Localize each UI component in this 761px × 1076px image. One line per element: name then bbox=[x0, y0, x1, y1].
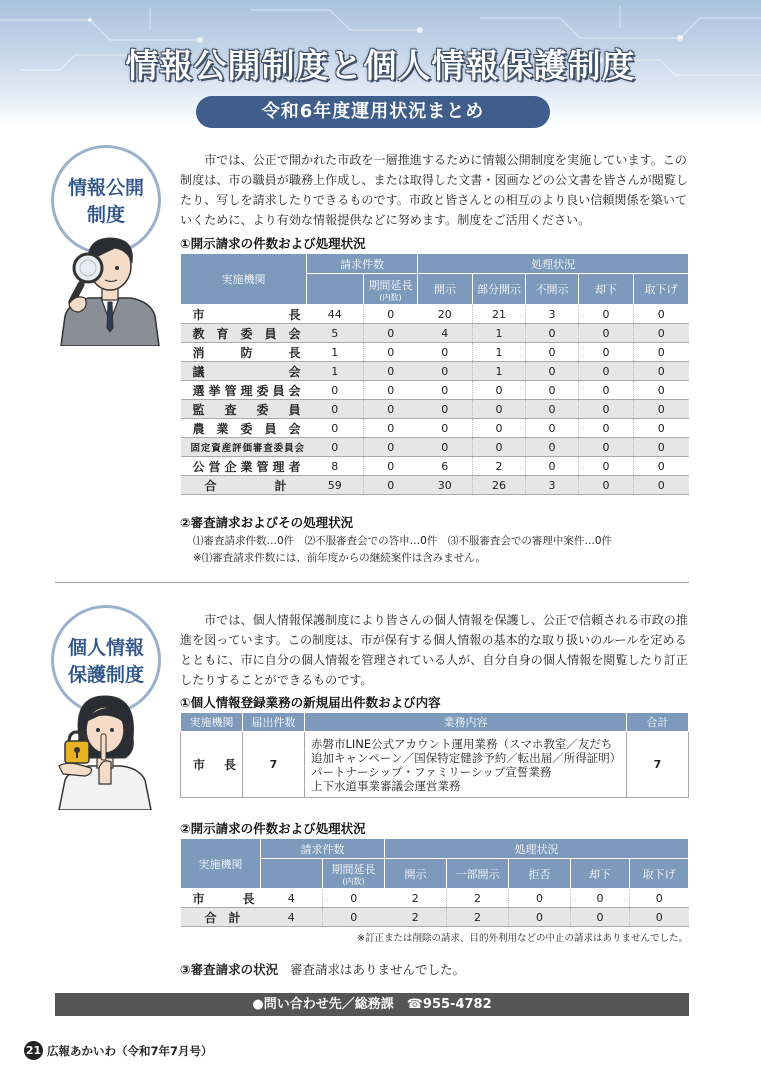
privacy-intro: 市では、個人情報保護制度により皆さんの個人情報を保護し、公正で信頼される市政の推進を図っています。この制度は、市が保有する個人情報の基本的な取り扱いのルールを定めるとともに、市に自分の個人情報を管理されている人が、自分自身の個人情報を閲覧したり訂正したりすることができるものです。 bbox=[180, 613, 688, 687]
total-row bbox=[181, 908, 689, 927]
content-line: パートナーシップ・ファミリーシップ宣誓業務 bbox=[311, 764, 552, 779]
value-cell: 0 bbox=[473, 400, 526, 419]
value-cell: 1 bbox=[473, 362, 526, 381]
value-cell: 0 bbox=[364, 362, 418, 381]
table-row bbox=[181, 457, 689, 476]
value-cell: 0 bbox=[323, 889, 385, 908]
value-cell: 0 bbox=[579, 324, 634, 343]
value-cell: 0 bbox=[579, 362, 634, 381]
value-cell: 0 bbox=[323, 908, 385, 927]
header-agency: 実施機関 bbox=[181, 254, 307, 305]
content-line: 上下水道事業審議会運営業務 bbox=[311, 778, 461, 793]
value-cell: 3 bbox=[526, 305, 579, 324]
value-cell: 26 bbox=[473, 476, 526, 495]
total-cell: 7 bbox=[627, 732, 689, 798]
value-cell: 0 bbox=[634, 419, 689, 438]
value-cell: 0 bbox=[579, 457, 634, 476]
value-cell: 4 bbox=[261, 908, 323, 927]
agency-cell: 市長 bbox=[181, 732, 243, 798]
value-cell: 0 bbox=[364, 381, 418, 400]
badge-line: 個人情報 bbox=[67, 637, 144, 659]
woman-with-lock-illustration bbox=[55, 688, 155, 810]
value-cell: 2 bbox=[447, 889, 509, 908]
value-cell: 0 bbox=[364, 476, 418, 495]
disclosure-requests-table bbox=[180, 253, 689, 495]
value-cell: 0 bbox=[526, 419, 579, 438]
review-footnote: ※⑴審査請求件数には、前年度からの継続案件は含みません。 bbox=[193, 552, 486, 564]
value-cell: 0 bbox=[509, 908, 571, 927]
agency-name-cell: 合計 bbox=[181, 908, 261, 927]
agency-name-cell: 固定資産評価審査委員会 bbox=[181, 438, 307, 457]
agency-name-cell: 市長 bbox=[181, 889, 261, 908]
header-blank bbox=[307, 274, 364, 305]
value-cell: 0 bbox=[634, 457, 689, 476]
value-cell: 59 bbox=[307, 476, 364, 495]
header-agency: 実施機関 bbox=[181, 713, 243, 732]
value-cell: 0 bbox=[634, 476, 689, 495]
header-col: 開示 bbox=[418, 274, 473, 305]
value-cell: 0 bbox=[364, 324, 418, 343]
value-cell: 0 bbox=[579, 400, 634, 419]
agency-name-cell: 公営企業管理者 bbox=[181, 457, 307, 476]
review-heading: ②審査請求およびその処理状況 bbox=[180, 515, 354, 530]
value-cell: 1 bbox=[307, 362, 364, 381]
value-cell: 0 bbox=[630, 908, 689, 927]
value-cell: 0 bbox=[418, 381, 473, 400]
section-divider bbox=[55, 582, 689, 583]
man-with-magnifier-illustration bbox=[55, 228, 165, 346]
value-cell: 0 bbox=[418, 343, 473, 362]
agency-name-cell: 議会 bbox=[181, 362, 307, 381]
badge-line: 制度 bbox=[86, 204, 125, 226]
value-cell: 0 bbox=[473, 381, 526, 400]
value-cell: 2 bbox=[385, 908, 447, 927]
value-cell: 0 bbox=[526, 362, 579, 381]
value-cell: 2 bbox=[385, 889, 447, 908]
value-cell: 3 bbox=[526, 476, 579, 495]
value-cell: 0 bbox=[509, 889, 571, 908]
badge-line: 情報公開 bbox=[67, 177, 144, 199]
value-cell: 44 bbox=[307, 305, 364, 324]
value-cell: 0 bbox=[579, 419, 634, 438]
value-cell: 0 bbox=[634, 305, 689, 324]
value-cell: 0 bbox=[526, 381, 579, 400]
value-cell: 5 bbox=[307, 324, 364, 343]
value-cell: 0 bbox=[634, 343, 689, 362]
header-blank bbox=[261, 859, 323, 889]
value-cell: 0 bbox=[473, 438, 526, 457]
page-number: 21 bbox=[24, 1041, 43, 1060]
value-cell: 0 bbox=[307, 400, 364, 419]
contact-bar: ●問い合わせ先／総務課 ☎955-4782 bbox=[55, 993, 689, 1016]
value-cell: 0 bbox=[630, 889, 689, 908]
privacy-table-footnote: ※訂正または削除の請求、目的外利用などの中止の請求はありませんでした。 bbox=[357, 933, 688, 944]
value-cell: 0 bbox=[526, 438, 579, 457]
value-cell: 2 bbox=[473, 457, 526, 476]
value-cell: 21 bbox=[473, 305, 526, 324]
value-cell: 0 bbox=[526, 343, 579, 362]
value-cell: 0 bbox=[364, 457, 418, 476]
table-row bbox=[181, 305, 689, 324]
privacy-review-line bbox=[180, 960, 465, 978]
table-row bbox=[181, 343, 689, 362]
table-row bbox=[181, 419, 689, 438]
header-requests: 請求件数 bbox=[261, 839, 385, 859]
value-cell: 0 bbox=[579, 381, 634, 400]
value-cell: 0 bbox=[418, 400, 473, 419]
value-cell: 1 bbox=[473, 324, 526, 343]
total-row bbox=[181, 476, 689, 495]
table-row bbox=[181, 438, 689, 457]
agency-name-cell: 選挙管理委員会 bbox=[181, 381, 307, 400]
content-line: 赤磐市LINE公式アカウント運用業務（スマホ教室／友だち bbox=[311, 736, 613, 751]
privacy-review-heading: ③審査請求の状況 bbox=[180, 962, 279, 977]
table-row bbox=[181, 324, 689, 343]
value-cell: 0 bbox=[579, 476, 634, 495]
header-status: 処理状況 bbox=[385, 839, 689, 859]
disclosure-table-heading: ①開示請求の件数および処理状況 bbox=[180, 236, 366, 251]
header-col: 不開示 bbox=[526, 274, 579, 305]
value-cell: 0 bbox=[571, 889, 630, 908]
value-cell: 0 bbox=[364, 438, 418, 457]
value-cell: 0 bbox=[526, 400, 579, 419]
value-cell: 8 bbox=[307, 457, 364, 476]
header-banner bbox=[0, 0, 761, 128]
content-line: 追加キャンペーン／国保特定健診予約／転出届／所得証明） bbox=[311, 750, 622, 765]
agency-name-cell: 教育委員会 bbox=[181, 324, 307, 343]
agency-name-cell: 市長 bbox=[181, 305, 307, 324]
table-row bbox=[181, 889, 689, 908]
value-cell: 0 bbox=[526, 324, 579, 343]
content-cell bbox=[305, 732, 627, 798]
header-extension: 期間延長 (内数) bbox=[364, 274, 418, 305]
value-cell: 0 bbox=[634, 438, 689, 457]
header-col: 却下 bbox=[579, 274, 634, 305]
privacy-disclosure-table bbox=[180, 838, 689, 927]
privacy-disclosure-heading: ②開示請求の件数および処理状況 bbox=[180, 821, 366, 836]
privacy-review-text: 審査請求はありませんでした。 bbox=[290, 962, 466, 977]
value-cell: 0 bbox=[307, 419, 364, 438]
header-col: 却下 bbox=[571, 859, 630, 889]
info-disclosure-intro: 市では、公正で開かれた市政を一層推進するために情報公開制度を実施しています。この制度は、市の職員が職務上作成し、または取得した文書・図画などの公文書を皆さんが閲覧したり、写しを請求したりできるものです。市政と皆さんとの相互のより良い信頼関係を築いていくために、より有効な情報提供などに努めます。制度をご活用ください。 bbox=[180, 153, 688, 227]
page-title: 情報公開制度と個人情報保護制度 bbox=[125, 46, 636, 85]
table-row bbox=[181, 400, 689, 419]
value-cell: 0 bbox=[418, 438, 473, 457]
header-total: 合計 bbox=[627, 713, 689, 732]
badge-line: 保護制度 bbox=[67, 664, 144, 686]
value-cell: 0 bbox=[364, 400, 418, 419]
value-cell: 6 bbox=[418, 457, 473, 476]
value-cell: 0 bbox=[579, 438, 634, 457]
value-cell: 0 bbox=[579, 305, 634, 324]
value-cell: 0 bbox=[364, 419, 418, 438]
header-status: 処理状況 bbox=[418, 254, 689, 274]
value-cell: 0 bbox=[307, 381, 364, 400]
value-cell: 0 bbox=[634, 362, 689, 381]
value-cell: 0 bbox=[579, 343, 634, 362]
agency-name-cell: 合計 bbox=[181, 476, 307, 495]
header-extension: 期間延長 (内数) bbox=[323, 859, 385, 889]
header-count: 届出件数 bbox=[243, 713, 305, 732]
header-agency: 実施機関 bbox=[181, 839, 261, 889]
page-subtitle: 令和6年度運用状況まとめ bbox=[196, 96, 550, 128]
agency-name-cell: 監査委員 bbox=[181, 400, 307, 419]
table-row bbox=[181, 381, 689, 400]
header-col: 部分開示 bbox=[473, 274, 526, 305]
value-cell: 1 bbox=[307, 343, 364, 362]
review-counts: ⑴審査請求件数…0件 ⑵不服審査会での答申…0件 ⑶不服審査会での審理中案件…0件 bbox=[193, 535, 613, 547]
header-requests: 請求件数 bbox=[307, 254, 418, 274]
value-cell: 0 bbox=[634, 381, 689, 400]
value-cell: 20 bbox=[418, 305, 473, 324]
value-cell: 0 bbox=[634, 324, 689, 343]
value-cell: 0 bbox=[634, 400, 689, 419]
table-row bbox=[181, 362, 689, 381]
value-cell: 0 bbox=[571, 908, 630, 927]
value-cell: 0 bbox=[473, 419, 526, 438]
value-cell: 4 bbox=[261, 889, 323, 908]
header-col: 一部開示 bbox=[447, 859, 509, 889]
value-cell: 0 bbox=[364, 343, 418, 362]
value-cell: 0 bbox=[526, 457, 579, 476]
value-cell: 30 bbox=[418, 476, 473, 495]
value-cell: 0 bbox=[307, 438, 364, 457]
agency-name-cell: 消防長 bbox=[181, 343, 307, 362]
header-col: 取下げ bbox=[634, 274, 689, 305]
header-col: 拒否 bbox=[509, 859, 571, 889]
header-content: 業務内容 bbox=[305, 713, 627, 732]
registration-table bbox=[180, 712, 689, 798]
header-col: 開示 bbox=[385, 859, 447, 889]
header-col: 取下げ bbox=[630, 859, 689, 889]
value-cell: 0 bbox=[418, 419, 473, 438]
value-cell: 2 bbox=[447, 908, 509, 927]
value-cell: 1 bbox=[473, 343, 526, 362]
publication-name: 広報あかいわ（令和7年7月号） bbox=[47, 1044, 213, 1058]
value-cell: 0 bbox=[364, 305, 418, 324]
registration-table-heading: ①個人情報登録業務の新規届出件数および内容 bbox=[180, 695, 441, 710]
agency-name-cell: 農業委員会 bbox=[181, 419, 307, 438]
value-cell: 4 bbox=[418, 324, 473, 343]
count-cell: 7 bbox=[243, 732, 305, 798]
value-cell: 0 bbox=[418, 362, 473, 381]
